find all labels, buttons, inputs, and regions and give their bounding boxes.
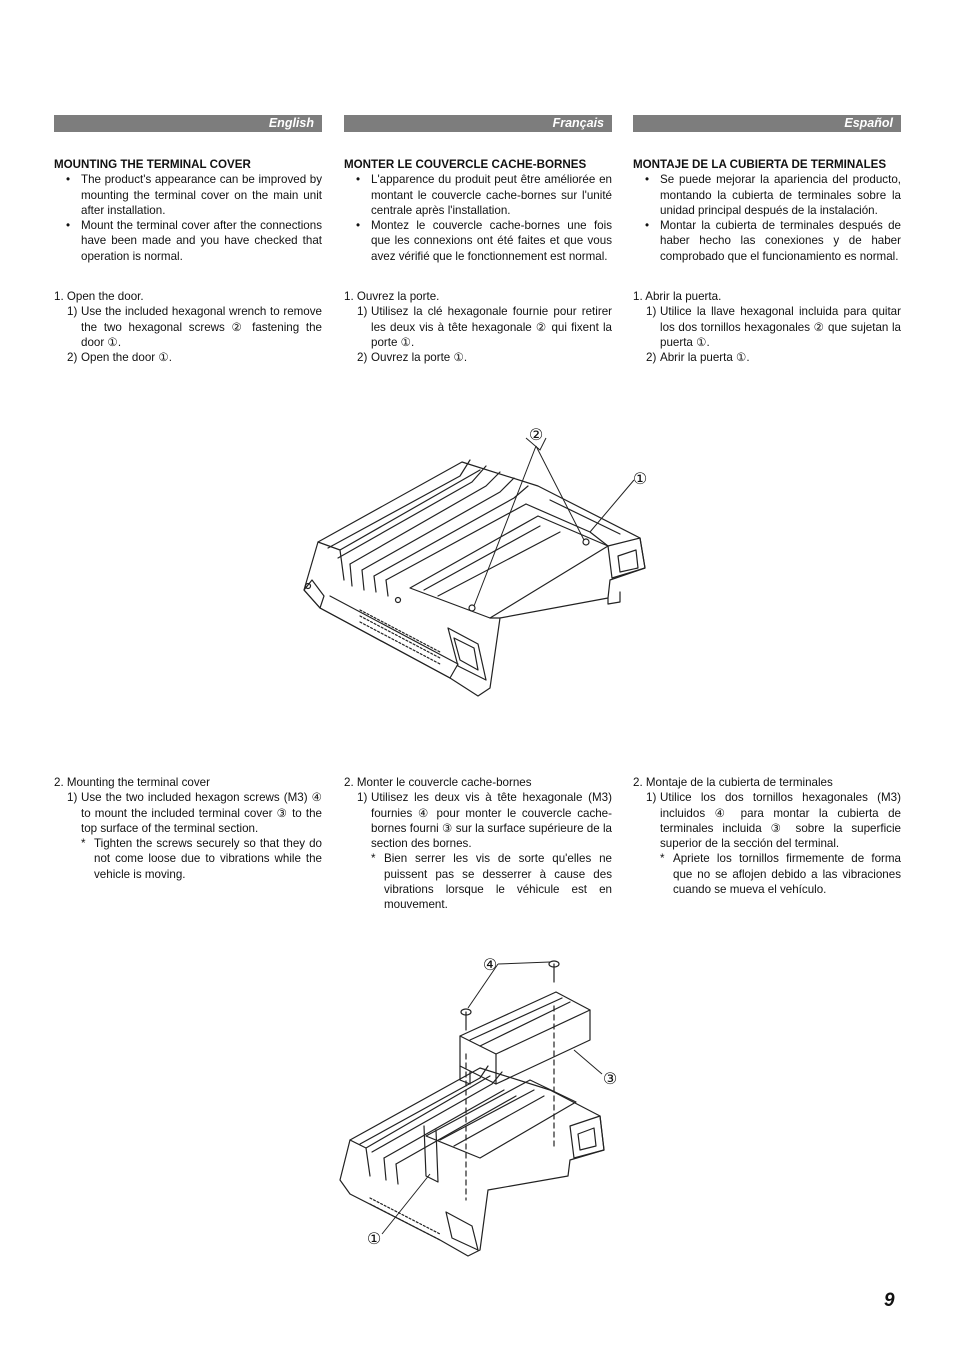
amplifier-drawing xyxy=(340,961,604,1256)
figure-amplifier-terminal-cover xyxy=(330,950,630,1260)
language-header-spanish: Español xyxy=(633,115,901,132)
step2-english xyxy=(54,775,322,882)
note xyxy=(54,836,322,882)
sub-step xyxy=(633,350,901,365)
note-text: Apriete los tornillos firmemente de forma que no se aflojen debido a las vibraciones cuando se mueva el vehículo. xyxy=(673,852,901,897)
bullet-item: • The product's appearance can be improved by mounting the terminal cover on the main unit after installation. xyxy=(54,172,322,218)
step2-french xyxy=(344,775,612,913)
sub-step-number: 1) xyxy=(357,791,368,805)
step-title: 2. Mounting the terminal cover xyxy=(54,776,210,789)
figure-amplifier-door xyxy=(290,420,670,710)
sub-step-number: 1) xyxy=(67,791,78,805)
note-text: Bien serrer les vis de sorte qu'elles ne puissent pas se desserrer à cause des vibrations lorsque le véhicule est en mouvement. xyxy=(384,852,612,912)
sub-step xyxy=(54,350,322,365)
bullet-item: • Se puede mejorar la apariencia del producto, montando la cubierta de terminales sobre la unidad principal después de la instalación. xyxy=(633,172,901,218)
sub-step xyxy=(633,304,901,350)
section-title: MONTER LE COUVERCLE CACHE-BORNES xyxy=(344,158,587,171)
sub-step-number: 1) xyxy=(646,305,657,319)
sub-step xyxy=(344,350,612,365)
language-header-english: English xyxy=(54,115,322,132)
sub-step-number: 1) xyxy=(357,305,368,319)
intro-section-english xyxy=(54,157,322,264)
sub-step xyxy=(54,304,322,350)
note-text: Tighten the screws securely so that they do not come loose due to vibrations while the vehicle is moving. xyxy=(94,837,322,881)
step-title: 1. Open the door. xyxy=(54,290,144,303)
callout-door-label: ① xyxy=(632,469,648,488)
page-number: 9 xyxy=(884,1290,895,1311)
bullet-item: • L'apparence du produit peut être améliorée en montant le couvercle cache-bornes sur l'unité centrale après l'installation. xyxy=(344,172,612,218)
step-title: 2. Montaje de la cubierta de terminales xyxy=(633,776,833,789)
note-marker: * xyxy=(371,852,376,866)
sub-step-text: Ouvrez la porte ①. xyxy=(371,351,468,365)
section-title: MONTAJE DE LA CUBIERTA DE TERMINALES xyxy=(633,158,887,171)
bullet-item: • Montar la cubierta de terminales después de haber hecho las conexiones y de haber comprobado que el funcionamiento es normal. xyxy=(633,218,901,264)
sub-step-number: 1) xyxy=(646,791,657,805)
step2-spanish xyxy=(633,775,901,897)
callout-cover-label: ③ xyxy=(602,1069,618,1088)
sub-step-number: 2) xyxy=(646,351,657,365)
callout-screws-label: ② xyxy=(528,425,544,444)
step1-french xyxy=(344,289,612,365)
step1-english xyxy=(54,289,322,365)
sub-step-text: Use the included hexagonal wrench to remove the two hexagonal screws ② fastening the door ①. xyxy=(81,305,322,349)
section-title: MOUNTING THE TERMINAL COVER xyxy=(54,158,251,171)
bullet-list xyxy=(633,172,901,264)
sub-step-text: Abrir la puerta ①. xyxy=(660,351,750,365)
step-title: 2. Monter le couvercle cache-bornes xyxy=(344,776,532,789)
sub-step xyxy=(633,790,901,851)
bullet-list xyxy=(344,172,612,264)
sub-step-text: Open the door ①. xyxy=(81,351,172,365)
terminal-cover-shape xyxy=(460,992,590,1084)
bullet-item: • Mount the terminal cover after the connections have been made and you have checked that operation is normal. xyxy=(54,218,322,264)
sub-step-number: 1) xyxy=(67,305,78,319)
note xyxy=(344,851,612,912)
intro-section-french xyxy=(344,157,612,264)
bullet-item: • Montez le couvercle cache-bornes une fois que les connexions ont été faites et que vous avez vérifié que le fonctionnement est normal. xyxy=(344,218,612,264)
step-title: 1. Abrir la puerta. xyxy=(633,290,722,303)
note xyxy=(633,851,901,897)
bullet-list xyxy=(54,172,322,264)
sub-step-text: Utilice la llave hexagonal incluida para quitar los dos tornillos hexagonales ② que sujetan la puerta ①. xyxy=(660,305,901,349)
step1-spanish xyxy=(633,289,901,365)
intro-section-spanish xyxy=(633,157,901,264)
language-header-french: Français xyxy=(344,115,612,132)
sub-step-text: Utilisez les deux vis à tête hexagonale (M3) fournies ④ pour monter le couvercle cache-bornes fourni ③ sur la surface supérieure de la section des bornes. xyxy=(371,791,612,851)
sub-step-number: 2) xyxy=(67,351,78,365)
sub-step xyxy=(344,790,612,851)
sub-step-text: Utilisez la clé hexagonale fournie pour retirer les deux vis à tête hexagonale ② qui fixent la porte ①. xyxy=(371,305,612,349)
sub-step xyxy=(54,790,322,836)
sub-step-text: Utilice los dos tornillos hexagonales (M3) incluidos ④ para montar la cubierta de terminales incluida ③ sobre la superficie superior de la sección del terminal. xyxy=(660,791,901,851)
callout-screws-label: ④ xyxy=(482,955,498,974)
note-marker: * xyxy=(81,837,86,851)
step-title: 1. Ouvrez la porte. xyxy=(344,290,440,303)
amplifier-drawing xyxy=(304,460,648,696)
sub-step-text: Use the two included hexagon screws (M3) ④ to mount the included terminal cover ③ to the top surface of the terminal section. xyxy=(81,791,322,835)
sub-step-number: 2) xyxy=(357,351,368,365)
sub-step xyxy=(344,304,612,350)
callout-door-label: ① xyxy=(366,1229,382,1248)
note-marker: * xyxy=(660,852,665,866)
